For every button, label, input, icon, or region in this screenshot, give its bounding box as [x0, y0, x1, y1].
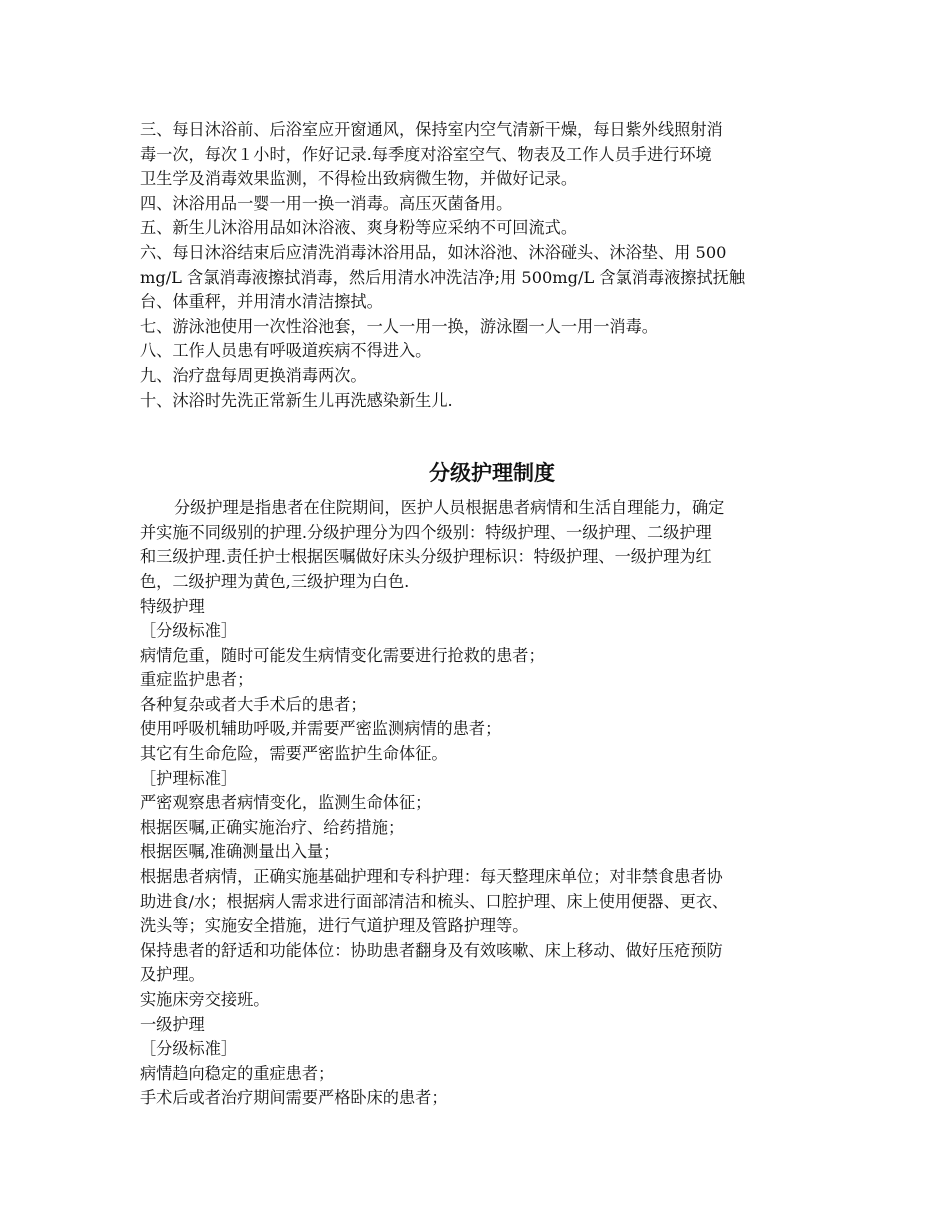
- rule-line: 八、工作人员患有呼吸道疾病不得进入。: [140, 341, 432, 361]
- rule-line: 六、每日沐浴结束后应清洗消毒沐浴用品，如沐浴池、沐浴碰头、沐浴垫、用 500: [140, 242, 727, 262]
- body-line: 保持患者的舒适和功能体位：协助患者翻身及有效咳嗽、床上移动、做好压疮预防: [140, 940, 723, 960]
- rule-line: 五、新生儿沐浴用品如沐浴液、爽身粉等应采纳不可回流式。: [140, 218, 578, 238]
- body-line: 助进食/水；根据病人需求进行面部清洁和梳头、口腔护理、床上使用便器、更衣、: [140, 891, 729, 911]
- body-line: 洗头等；实施安全措施，进行气道护理及管路护理等。: [140, 916, 529, 936]
- body-line: ［分级标准］: [140, 621, 238, 641]
- section-body: [140, 595, 820, 1111]
- rule-line: 三、每日沐浴前、后浴室应开窗通风，保持室内空气清新干燥，每日紫外线照射消: [140, 120, 723, 139]
- body-line: 使用呼吸机辅助呼吸,并需要严密监测病情的患者；: [140, 719, 502, 739]
- rule-line: 毒一次，每次１小时，作好记录.每季度对浴室空气、物表及工作人员手进行环境: [140, 144, 712, 164]
- body-line: 严密观察患者病情变化，监测生命体征；: [140, 793, 432, 813]
- body-line: 及护理。: [140, 965, 205, 985]
- body-line: 根据患者病情，正确实施基础护理和专科护理：每天整理床单位；对非禁食患者协: [140, 867, 723, 887]
- rule-line: 十、沐浴时先洗正常新生儿再洗感染新生儿.: [140, 390, 453, 410]
- intro-line: 并实施不同级别的护理.分级护理分为四个级别：特级护理、一级护理、二级护理: [140, 522, 712, 542]
- rule-line: 四、沐浴用品一婴一用一换一消毒。高压灭菌备用。: [140, 193, 513, 213]
- body-line: 特级护理: [140, 596, 205, 616]
- body-line: 实施床旁交接班。: [140, 990, 270, 1009]
- body-line: 病情趋向稳定的重症患者；: [140, 1063, 335, 1083]
- body-line: 手术后或者治疗期间需要严格卧床的患者；: [140, 1088, 448, 1108]
- body-line: 根据医嘱,正确实施治疗、给药措施；: [140, 817, 405, 837]
- intro-line: 和三级护理.责任护士根据医嘱做好床头分级护理标识：特级护理、一级护理为红: [140, 547, 712, 567]
- body-line: 其它有生命危险，需要严密监护生命体征。: [140, 744, 448, 764]
- rule-line: 卫生学及消毒效果监测，不得检出致病微生物，并做好记录。: [140, 169, 578, 189]
- rule-line: 台、体重秤，并用清水清洁擦拭。: [140, 292, 383, 312]
- intro-line: 色，二级护理为黄色,三级护理为白色.: [140, 571, 410, 591]
- rule-line: 七、游泳池使用一次性浴池套，一人一用一换，游泳圈一人一用一消毒。: [140, 316, 658, 336]
- section-spacer: [140, 413, 820, 458]
- body-line: 根据医嘱,准确测量出入量；: [140, 842, 340, 862]
- rules-list: [140, 118, 820, 413]
- body-line: ［护理标准］: [140, 768, 238, 788]
- section-title: 分级护理制度: [429, 461, 555, 486]
- body-line: 重症监护患者；: [140, 670, 254, 690]
- rule-line: 九、治疗盘每周更换消毒两次。: [140, 365, 367, 385]
- body-line: 病情危重，随时可能发生病情变化需要进行抢救的患者；: [140, 645, 545, 665]
- body-line: 各种复杂或者大手术后的患者；: [140, 694, 367, 714]
- body-line: ［分级标准］: [140, 1039, 238, 1059]
- body-line: 一级护理: [140, 1014, 205, 1034]
- intro-line: 分级护理是指患者在住院期间，医护人员根据患者病情和生活自理能力，确定: [174, 498, 725, 518]
- rule-line: mg/L 含氯消毒液擦拭消毒，然后用清水冲洗洁净;用 500mg/L 含氯消毒液擦拭抚触: [140, 267, 746, 287]
- intro-paragraph: [140, 496, 820, 594]
